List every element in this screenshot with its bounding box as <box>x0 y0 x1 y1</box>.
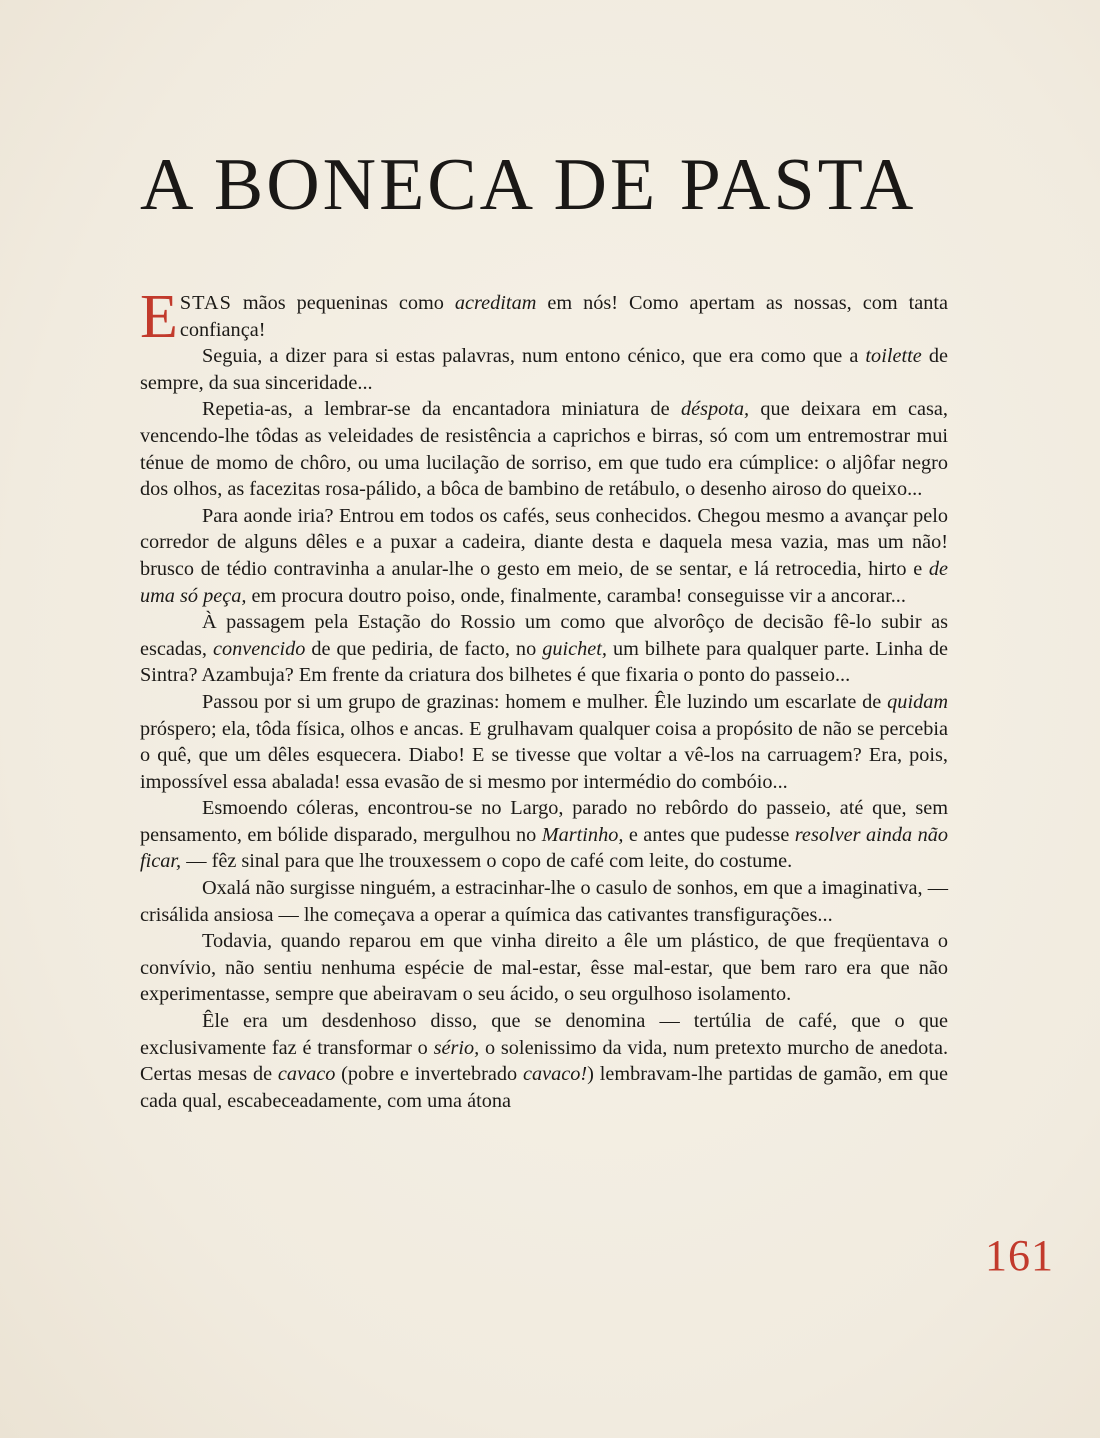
drop-cap: E <box>140 283 178 351</box>
paragraph-2: Seguia, a dizer para si estas palavras, num entono cénico, que era como que a toilette de sempre, da sua sinceridade... <box>140 345 948 394</box>
paragraph-6: Passou por si um grupo de grazinas: homem e mulher. Êle luzindo um escarlate de quidam próspero; ela, tôda física, olhos e ancas. E grulhavam qualquer coisa a propósito de não se percebia o quê, que um dêles esquecera. Diabo! E se tivesse que voltar a vê-los na carruagem? Era, pois, impossível essa abalada! essa evasão de si mesmo por intermédio do combóio... <box>140 690 948 793</box>
body-text <box>140 283 949 1114</box>
page-number: 161 <box>985 1231 1054 1280</box>
paragraph-9: Todavia, quando reparou em que vinha direito a êle um plástico, de que freqüentava o convívio, não sentiu nenhuma espécie de mal-estar, êsse mal-estar, que bem raro era que não experimentasse, sempre que abeiravam o seu ácido, o seu orgulhoso isolamento. <box>140 930 948 1006</box>
chapter-title: A BONECA DE PASTA <box>140 144 917 226</box>
paragraph-8: Oxalá não surgisse ninguém, a estracinhar-lhe o casulo de sonhos, em que a imaginativa, — crisálida ansiosa — lhe começava a operar a química das cativantes transfigurações... <box>140 877 948 926</box>
paragraph-4: Para aonde iria? Entrou em todos os cafés, seus conhecidos. Chegou mesmo a avançar pelo corredor de alguns dêles e a puxar a cadeira, diante desta e daquela mesa vazia, mas um não! brusco de tédio contravinha a anular-lhe o gesto em meio, de se sentar, e lá retrocedia, hirto e de uma só peça, em procura doutro poiso, onde, finalmente, caramba! conseguisse vir a ancorar... <box>140 504 948 607</box>
paragraph-7: Esmoendo cóleras, encontrou-se no Largo, parado no rebôrdo do passeio, até que, sem pensamento, em bólide disparado, mergulhou no Martinho, e antes que pudesse resolver ainda não ficar, — fêz sinal para que lhe trouxessem o copo de café com leite, do costume. <box>140 797 948 873</box>
paragraph-1: ESTAS mãos pequeninas como acreditam em nós! Como apertam as nossas, com tanta confiança! <box>140 283 949 351</box>
paragraph-3: Repetia-as, a lembrar-se da encantadora miniatura de déspota, que deixara em casa, vencendo-lhe tôdas as veleidades de resistência a caprichos e birras, só com um entremostrar mui ténue de momo de chôro, ou uma lucilação de sorriso, em que tudo era cúmplice: o aljôfar negro dos olhos, as facezitas rosa-pálido, a bôca de bambino de retábulo, o desenho airoso do queixo... <box>140 398 948 501</box>
paragraph-5: À passagem pela Estação do Rossio um como que alvorôço de decisão fê-lo subir as escadas, convencido de que pediria, de facto, no guichet, um bilhete para qualquer parte. Linha de Sintra? Azambuja? Em frente da criatura dos bilhetes é que fixaria o ponto do passeio... <box>140 611 948 687</box>
paragraph-10: Êle era um desdenhoso disso, que se denomina — tertúlia de café, que o que exclusivamente faz é transformar o sério, o solenissimo da vida, num pretexto murcho de anedota. Certas mesas de cavaco (pobre e invertebrado cavaco!) lembravam-lhe partidas de gamão, em que cada qual, escabeceadamente, com uma átona <box>140 1010 949 1112</box>
